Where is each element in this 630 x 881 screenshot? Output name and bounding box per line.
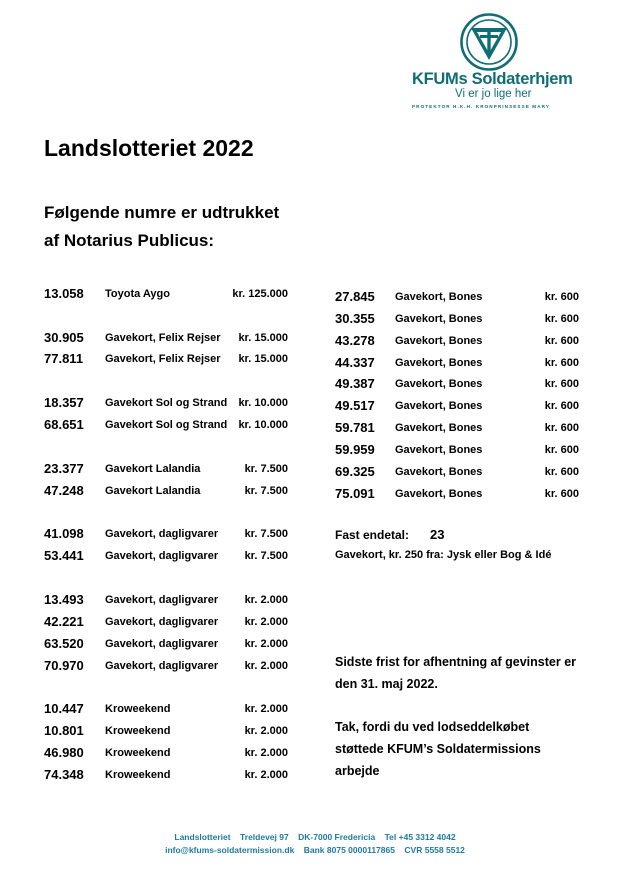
prize-name: Gavekort, Bones: [395, 378, 483, 390]
prize-row: [44, 528, 288, 546]
prize-amount: kr. 2.000: [244, 594, 288, 606]
prize-row: [335, 422, 579, 440]
thanks-text: støttede KFUM’s Soldatermissions: [335, 742, 541, 756]
prize-name: Gavekort, Bones: [395, 313, 483, 325]
prize-amount: kr. 600: [544, 378, 579, 390]
prize-name: Kroweekend: [105, 725, 171, 737]
prize-amount: kr. 10.000: [238, 419, 288, 431]
winning-number: 70.970: [44, 658, 84, 673]
intro-line: Følgende numre er udtrukket: [44, 203, 280, 222]
winning-number: 77.811: [44, 351, 84, 366]
winning-number: 10.447: [44, 701, 84, 716]
prize-name: Gavekort, Bones: [395, 357, 483, 369]
prize-amount: kr. 600: [544, 291, 579, 303]
prize-row: [335, 466, 579, 484]
prize-name: Kroweekend: [105, 747, 171, 759]
winning-number: 13.493: [44, 592, 84, 607]
prize-name: Gavekort Sol og Strand: [105, 397, 228, 409]
prize-name: Gavekort, dagligvarer: [105, 594, 219, 606]
prize-name: Gavekort, Bones: [395, 488, 483, 500]
winning-number: 27.845: [335, 289, 375, 304]
prize-name: Gavekort, Bones: [395, 466, 483, 478]
deadline-text: den 31. maj 2022.: [335, 677, 438, 691]
prize-row: [44, 747, 288, 765]
org-tagline: Vi er jo lige her: [455, 88, 532, 100]
fixed-ending-description: Gavekort, kr. 250 fra: Jysk eller Bog & Idé: [335, 549, 552, 561]
prize-row: [335, 313, 579, 331]
prize-row: [335, 357, 579, 375]
prize-row: [335, 488, 579, 506]
winning-number: 74.348: [44, 767, 84, 782]
prize-amount: kr. 2.000: [244, 703, 288, 715]
winning-number: 30.355: [335, 311, 375, 326]
winning-number: 42.221: [44, 614, 84, 629]
prize-amount: kr. 2.000: [244, 660, 288, 672]
prize-amount: kr. 600: [544, 313, 579, 325]
prize-row: [335, 335, 579, 353]
prize-amount: kr. 600: [544, 335, 579, 347]
prize-amount: kr. 7.500: [244, 463, 288, 475]
prize-row: [335, 444, 579, 462]
org-name: KFUMs Soldaterhjem: [412, 70, 573, 88]
prize-name: Gavekort, Bones: [395, 444, 483, 456]
prize-row: [44, 660, 288, 678]
prize-row: [44, 616, 288, 634]
winning-number: 59.959: [335, 442, 375, 457]
intro-line: af Notarius Publicus:: [44, 231, 215, 250]
prize-name: Gavekort Lalandia: [105, 463, 201, 475]
winning-number: 44.337: [335, 355, 375, 370]
winning-number: 68.651: [44, 417, 84, 432]
prize-row: [44, 288, 288, 306]
prize-name: Gavekort, Bones: [395, 335, 483, 347]
prize-name: Gavekort Sol og Strand: [105, 419, 228, 431]
prize-name: Gavekort, dagligvarer: [105, 550, 219, 562]
prize-row: [44, 332, 288, 350]
prize-amount: kr. 15.000: [238, 353, 288, 365]
prize-amount: kr. 600: [544, 466, 579, 478]
prize-amount: kr. 10.000: [238, 397, 288, 409]
prize-amount: kr. 7.500: [244, 550, 288, 562]
winning-number: 53.441: [44, 548, 84, 563]
prize-row: [44, 485, 288, 503]
prize-name: Kroweekend: [105, 703, 171, 715]
prize-name: Kroweekend: [105, 769, 171, 781]
prize-row: [335, 378, 579, 396]
prize-row: [335, 400, 579, 418]
prize-amount: kr. 2.000: [244, 616, 288, 628]
prize-name: Gavekort, Bones: [395, 400, 483, 412]
prize-name: Gavekort, Bones: [395, 422, 483, 434]
prize-name: Gavekort, Felix Rejser: [105, 332, 221, 344]
prize-amount: kr. 15.000: [238, 332, 288, 344]
thanks-text: Tak, fordi du ved lodseddelkøbet: [335, 720, 530, 734]
prize-row: [335, 291, 579, 309]
prize-name: Gavekort, dagligvarer: [105, 638, 219, 650]
winning-number: 41.098: [44, 526, 84, 541]
prize-amount: kr. 600: [544, 444, 579, 456]
prize-amount: kr. 7.500: [244, 528, 288, 540]
deadline-text: Sidste frist for afhentning af gevinster er: [335, 655, 577, 669]
prize-amount: kr. 600: [544, 488, 579, 500]
winning-number: 47.248: [44, 483, 84, 498]
prize-name: Gavekort Lalandia: [105, 485, 201, 497]
winning-number: 13.058: [44, 286, 84, 301]
kfum-logo-icon: [460, 13, 518, 71]
prize-amount: kr. 2.000: [244, 638, 288, 650]
prize-amount: kr. 7.500: [244, 485, 288, 497]
winning-number: 69.325: [335, 464, 375, 479]
org-patron: PROTEKTOR H.K.H. KRONPRINSESSE MARY: [412, 104, 551, 109]
fixed-ending-label: Fast endetal:: [335, 528, 410, 542]
prize-amount: kr. 2.000: [244, 725, 288, 737]
prize-amount: kr. 600: [544, 422, 579, 434]
prize-name: Gavekort, dagligvarer: [105, 660, 219, 672]
prize-row: [44, 594, 288, 612]
thanks-text: arbejde: [335, 764, 380, 778]
prize-row: [44, 419, 288, 437]
winning-number: 30.905: [44, 330, 84, 345]
winning-number: 18.357: [44, 395, 84, 410]
winning-number: 49.387: [335, 376, 375, 391]
prize-amount: kr. 600: [544, 357, 579, 369]
winning-number: 49.517: [335, 398, 375, 413]
prize-row: [44, 397, 288, 415]
document-title: Landslotteriet 2022: [44, 135, 254, 161]
prize-amount: kr. 125.000: [232, 288, 288, 300]
prize-row: [44, 703, 288, 721]
winning-number: 59.781: [335, 420, 375, 435]
footer-address: Landslotteriet Treldevej 97 DK-7000 Fredericia Tel +45 3312 4042: [174, 832, 456, 842]
winning-number: 75.091: [335, 486, 375, 501]
prize-name: Toyota Aygo: [105, 288, 170, 300]
prize-name: Gavekort, dagligvarer: [105, 528, 219, 540]
winning-number: 63.520: [44, 636, 84, 651]
prize-row: [44, 725, 288, 743]
prize-row: [44, 769, 288, 787]
prize-row: [44, 638, 288, 656]
winning-number: 46.980: [44, 745, 84, 760]
prize-amount: kr. 2.000: [244, 769, 288, 781]
prize-name: Gavekort, Felix Rejser: [105, 353, 221, 365]
fixed-ending-value: 23: [430, 527, 445, 542]
winning-number: 23.377: [44, 461, 84, 476]
prize-row: [44, 353, 288, 371]
prize-row: [44, 550, 288, 568]
prize-name: Gavekort, dagligvarer: [105, 616, 219, 628]
prize-row: [44, 463, 288, 481]
winning-number: 10.801: [44, 723, 84, 738]
winning-number: 43.278: [335, 333, 375, 348]
prize-name: Gavekort, Bones: [395, 291, 483, 303]
footer-contact: info@kfums-soldatermission.dk Bank 8075 0000117865 CVR 5558 5512: [165, 845, 465, 855]
prize-amount: kr. 600: [544, 400, 579, 412]
prize-amount: kr. 2.000: [244, 747, 288, 759]
